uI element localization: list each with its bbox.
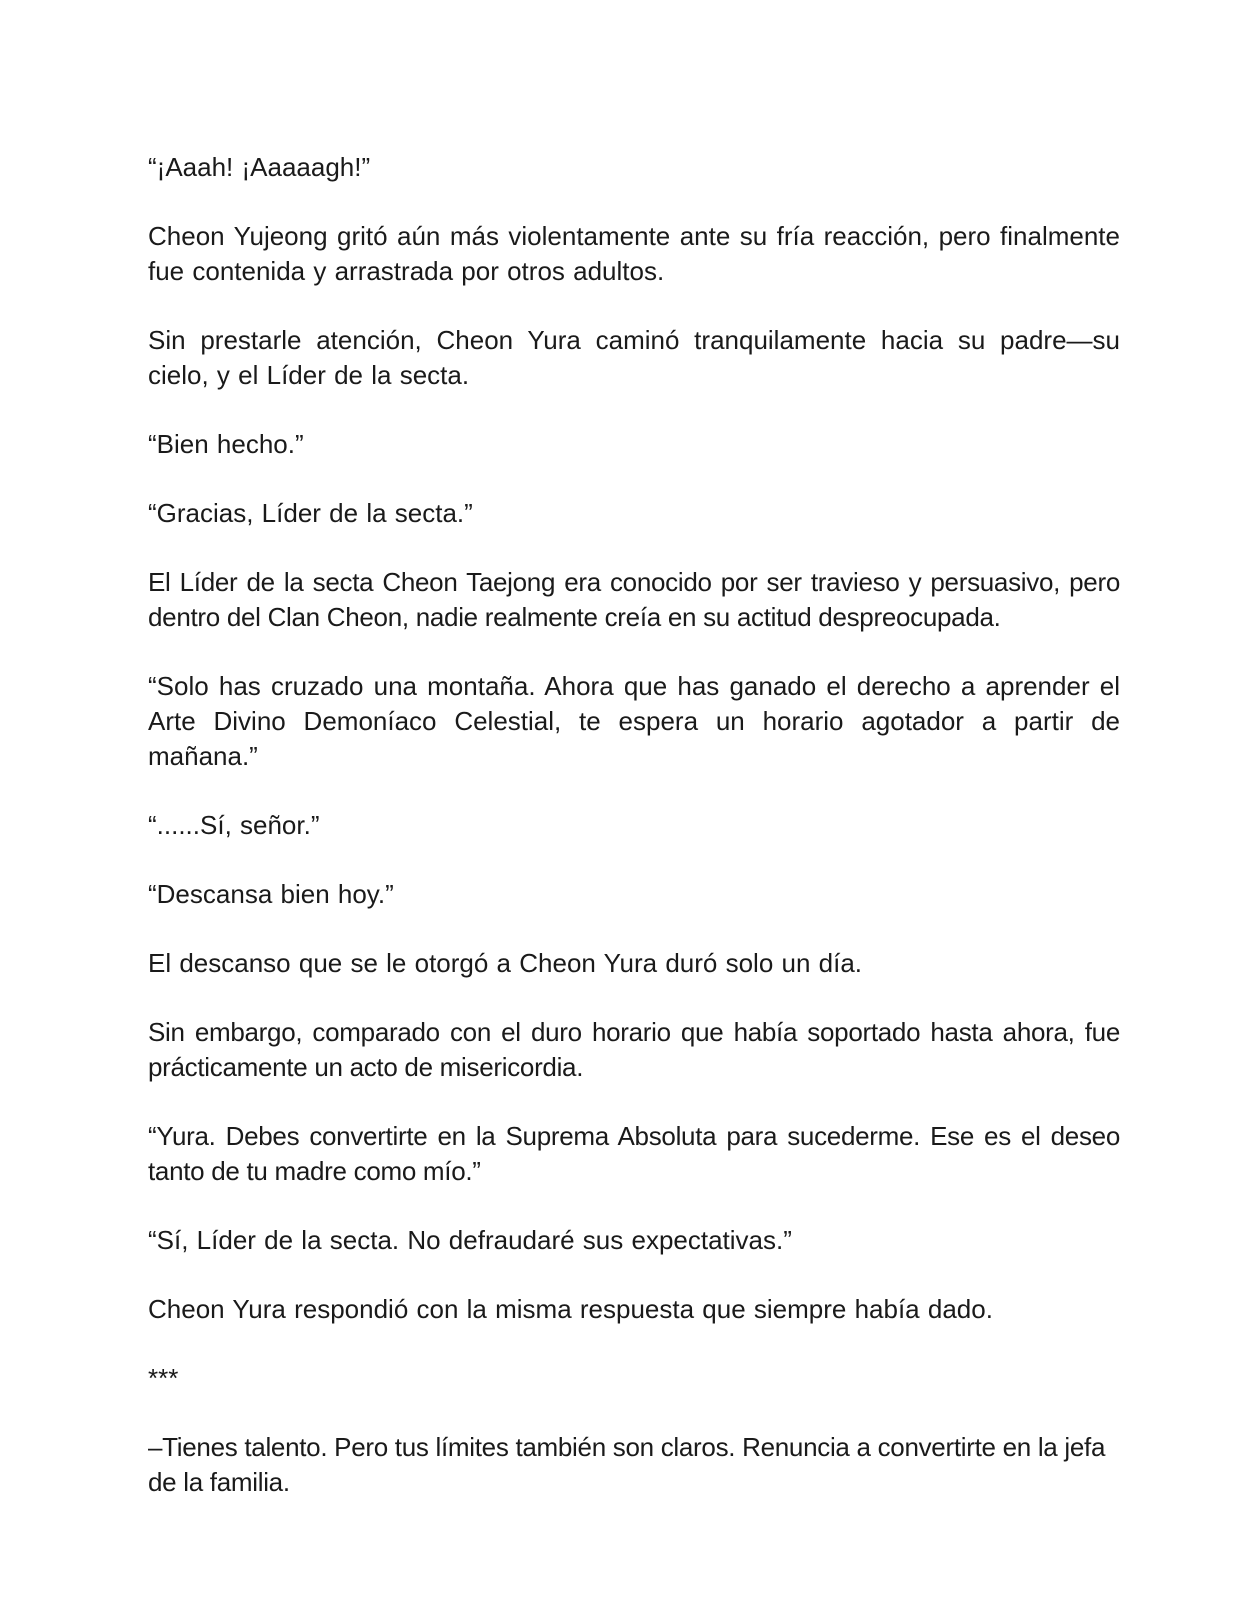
document-body xyxy=(148,150,1120,1534)
paragraph-scream: “¡Aaah! ¡Aaaaagh!” xyxy=(148,152,371,182)
paragraph-yes-sir: “......Sí, señor.” xyxy=(148,810,320,840)
paragraph-expectations: “Sí, Líder de la secta. No defraudaré sus expectativas.” xyxy=(148,1225,792,1255)
paragraph-talent: –Tienes talento. Pero tus límites también son claros. Renuncia a convertirte en la jefa de la familia. xyxy=(148,1432,1106,1497)
paragraph-thanks: “Gracias, Líder de la secta.” xyxy=(148,498,473,528)
scene-break: *** xyxy=(148,1363,179,1393)
paragraph-yura-walks: Sin prestarle atención, Cheon Yura caminó tranquilamente hacia su padre—su cielo, y el Líder de la secta. xyxy=(148,325,1120,390)
paragraph-sect-leader: El Líder de la secta Cheon Taejong era conocido por ser travieso y persuasivo, pero dentro del Clan Cheon, nadie realmente creía en su actitud despreocupada. xyxy=(148,567,1120,632)
paragraph-rest-well: “Descansa bien hoy.” xyxy=(148,879,394,909)
paragraph-well-done: “Bien hecho.” xyxy=(148,429,304,459)
paragraph-mercy: Sin embargo, comparado con el duro horario que había soportado hasta ahora, fue prácticamente un acto de misericordia. xyxy=(148,1017,1120,1082)
paragraph-supreme-absolute: “Yura. Debes convertirte en la Suprema Absoluta para sucederme. Ese es el deseo tanto de tu madre como mío.” xyxy=(148,1121,1120,1186)
paragraph-one-day-rest: El descanso que se le otorgó a Cheon Yura duró solo un día. xyxy=(148,948,863,978)
paragraph-crossed-mountain: “Solo has cruzado una montaña. Ahora que has ganado el derecho a aprender el Arte Divino Demoníaco Celestial, te espera un horario agotador a partir de mañana.” xyxy=(148,671,1120,771)
paragraph-yujeong-shouts: Cheon Yujeong gritó aún más violentamente ante su fría reacción, pero finalmente fue contenida y arrastrada por otros adultos. xyxy=(148,221,1120,286)
paragraph-same-answer: Cheon Yura respondió con la misma respuesta que siempre había dado. xyxy=(148,1294,993,1324)
